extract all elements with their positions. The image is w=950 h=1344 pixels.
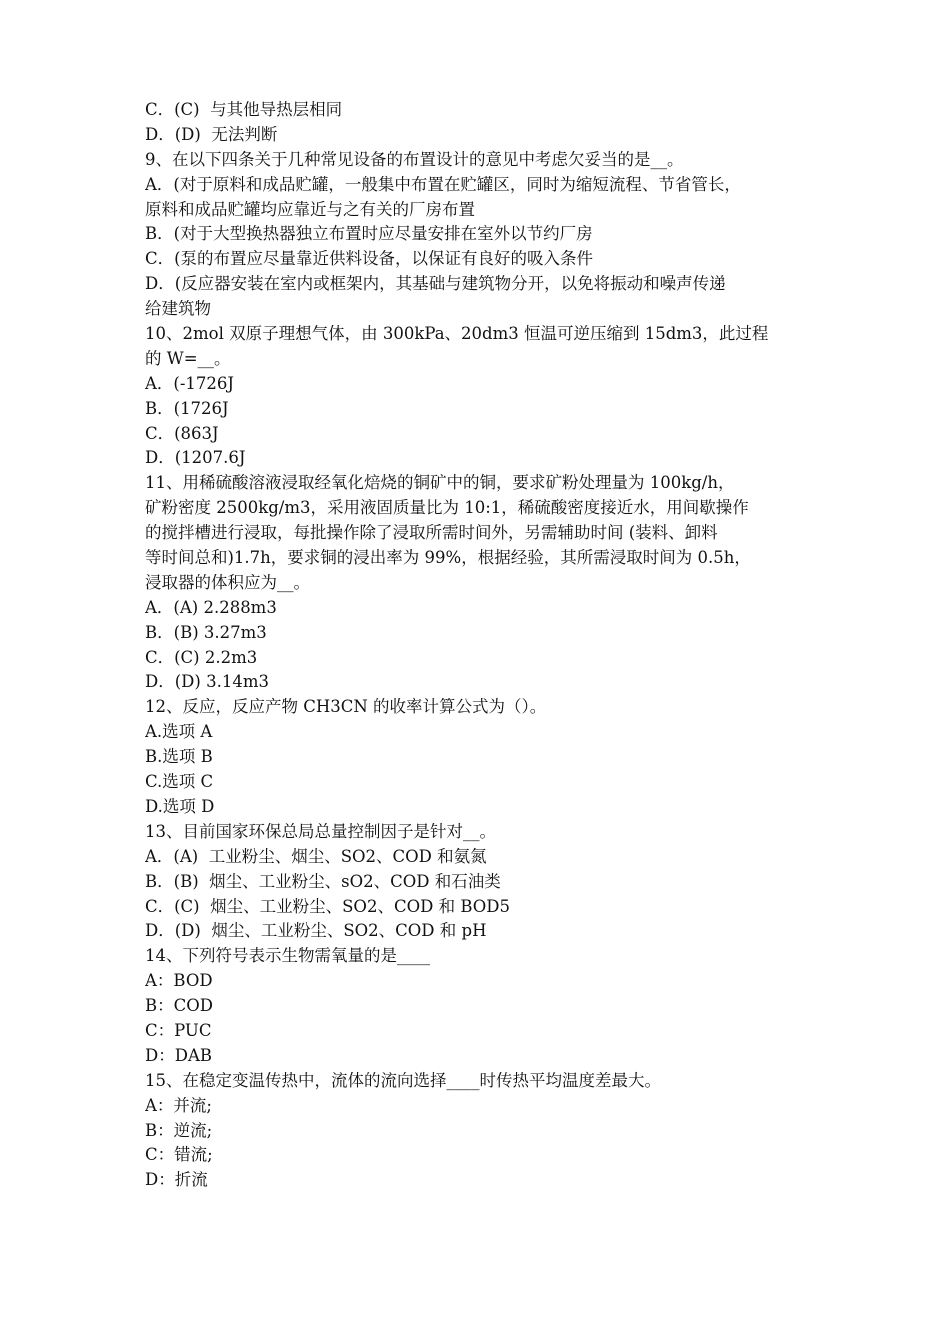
question-15-stem: 15、在稳定变温传热中，流体的流向选择____时传热平均温度差最大。 xyxy=(145,1070,661,1090)
text-line: B．(B) 3.27m3 xyxy=(145,622,267,642)
text-line: D：DAB xyxy=(145,1045,212,1065)
question-13-stem: 13、目前国家环保总局总量控制因子是针对__。 xyxy=(145,821,496,841)
text-line: 的 W=__。 xyxy=(145,348,231,368)
text-line: B．(对于大型换热器独立布置时应尽量安排在室外以节约厂房 xyxy=(145,224,593,244)
question-11-stem: 11、用稀硫酸溶液浸取经氧化焙烧的铜矿中的铜，要求矿粉处理量为 100kg/h， xyxy=(145,473,735,493)
text-line: A．(对于原料和成品贮罐，一般集中布置在贮罐区，同时为缩短流程、节省管长， xyxy=(145,174,741,194)
text-line: D．(1207.6J xyxy=(145,448,246,468)
text-line: D．(D) 3.14m3 xyxy=(145,672,269,692)
text-line: A.选项 A xyxy=(145,722,213,742)
text-line: 矿粉密度 2500kg/m3，采用液固质量比为 10:1，稀硫酸密度接近水，用间歇操作 xyxy=(145,498,749,518)
text-line: B．(B) 烟尘、工业粉尘、sO2、COD 和石油类 xyxy=(145,871,501,891)
text-line: C：PUC xyxy=(145,1020,212,1040)
document-body xyxy=(145,98,810,1193)
text-line: C.选项 C xyxy=(145,772,214,792)
text-line: 原料和成品贮罐均应靠近与之有关的厂房布置 xyxy=(145,199,475,219)
question-10-stem: 10、2mol 双原子理想气体，由 300kPa、20dm3 恒温可逆压缩到 15dm3，此过程 xyxy=(145,324,769,344)
text-line: B：COD xyxy=(145,996,214,1016)
text-line: B：逆流; xyxy=(145,1120,213,1140)
question-12-stem: 12、反应，反应产物 CH3CN 的收率计算公式为（）。 xyxy=(145,697,547,717)
text-line: D．(D) 烟尘、工业粉尘、SO2、COD 和 pH xyxy=(145,921,487,941)
text-line: 浸取器的体积应为__。 xyxy=(145,572,310,592)
text-line: B．(1726J xyxy=(145,398,229,418)
text-line: A：并流; xyxy=(145,1095,212,1115)
text-line: A：BOD xyxy=(145,971,213,991)
text-line: D．(反应器安装在室内或框架内，其基础与建筑物分开，以免将振动和噪声传递 xyxy=(145,274,726,294)
text-line: C：错流; xyxy=(145,1145,213,1165)
question-14-stem: 14、下列符号表示生物需氧量的是____ xyxy=(145,946,430,966)
text-line: C．(泵的布置应尽量靠近供料设备，以保证有良好的吸入条件 xyxy=(145,249,594,269)
text-line: D.选项 D xyxy=(145,796,215,816)
text-line: A．(-1726J xyxy=(145,373,235,393)
text-line: D：折流 xyxy=(145,1170,208,1190)
question-9-stem: 9、在以下四条关于几种常见设备的布置设计的意见中考虑欠妥当的是__。 xyxy=(145,149,684,169)
text-line: C．(863J xyxy=(145,423,219,443)
text-line: 给建筑物 xyxy=(145,299,211,319)
text-line: D．(D) 无法判断 xyxy=(145,124,278,144)
text-line: B.选项 B xyxy=(145,747,213,767)
text-line: C．(C) 烟尘、工业粉尘、SO2、COD 和 BOD5 xyxy=(145,896,510,916)
text-line: A．(A) 2.288m3 xyxy=(145,597,277,617)
text-line: 的搅拌槽进行浸取，每批操作除了浸取所需时间外，另需辅助时间 (装料、卸料 xyxy=(145,523,718,543)
text-line: C．(C) 与其他导热层相同 xyxy=(145,100,343,119)
text-line: 等时间总和)1.7h，要求铜的浸出率为 99%，根据经验，其所需浸取时间为 0.5h， xyxy=(145,548,751,568)
text-line: A．(A) 工业粉尘、烟尘、SO2、COD 和氨氮 xyxy=(145,846,487,866)
text-line: C．(C) 2.2m3 xyxy=(145,647,258,667)
